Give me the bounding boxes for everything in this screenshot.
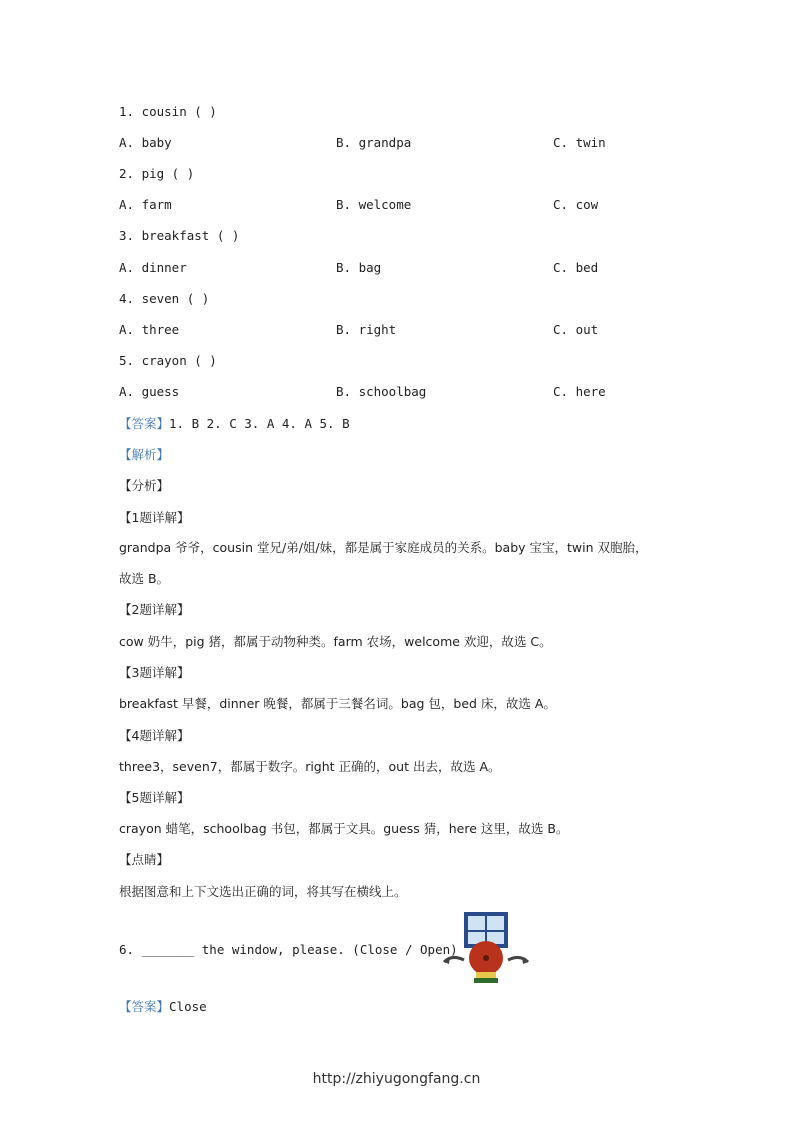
question-1-option-c: C. twin [553,135,606,150]
head-center [483,955,489,961]
detail-2-heading: 【2题详解】 [119,602,190,617]
footer-url: http://zhiyugongfang.cn [312,1071,481,1087]
question-4-option-a: A. three [119,322,180,337]
question-3-stem: 3. breakfast ( ) [119,228,240,243]
detail-4-body: three3，seven7，都属于数字。right 正确的，out 出去，故选 A。 [119,759,501,774]
detail-1-body-cont: 故选 B。 [119,571,170,586]
question-5-option-c: C. here [553,384,606,399]
question-4-option-c: C. out [553,322,599,337]
answer-line [119,415,350,433]
question-5-stem: 5. crayon ( ) [119,353,217,368]
question-3-option-c: C. bed [553,260,599,275]
detail-1-heading: 【1题详解】 [119,510,190,525]
window-illustration [438,910,534,988]
fenxi-heading: 【分析】 [119,478,170,493]
question-1-option-a: A. baby [119,135,172,150]
question-4-option-b: B. right [336,322,397,337]
detail-1-body: grandpa 爷爷，cousin 堂兄/弟/姐/妹，都是属于家庭成员的关系。baby 宝宝，twin 双胞胎， [119,540,648,555]
question-1-stem: 1. cousin ( ) [119,104,217,119]
window-pane-tl [468,916,485,930]
detail-4-heading: 【4题详解】 [119,728,190,743]
detail-5-body: crayon 蜡笔，schoolbag 书包，都属于文具。guess 猜，here 这里，故选 B。 [119,821,569,836]
detail-2-body: cow 奶牛，pig 猪，都属于动物种类。farm 农场，welcome 欢迎，故选 C。 [119,634,552,649]
dianjing-heading: 【点睛】 [119,852,170,867]
answer-2-text: Close [169,999,207,1014]
instruction-text: 根据图意和上下文选出正确的词，将其写在横线上。 [119,884,407,899]
window-pane-tr [487,916,504,930]
answer-tag: 【答案】 [119,416,170,431]
question-2-option-c: C. cow [553,197,599,212]
question-5-option-a: A. guess [119,384,180,399]
answer-2-tag: 【答案】 [119,999,170,1014]
answer-2-line [119,998,207,1016]
jiexi-heading: 【解析】 [119,447,170,462]
question-6: 6. _______ the window, please. (Close / Open) [119,942,458,957]
detail-5-heading: 【5题详解】 [119,790,190,805]
question-2-option-a: A. farm [119,197,172,212]
question-2-option-b: B. welcome [336,197,412,212]
detail-3-heading: 【3题详解】 [119,665,190,680]
question-3-option-b: B. bag [336,260,382,275]
question-4-stem: 4. seven ( ) [119,291,210,306]
person-collar [474,978,498,983]
question-3-option-a: A. dinner [119,260,187,275]
answer-text: 1. B 2. C 3. A 4. A 5. B [169,416,350,431]
detail-3-body: breakfast 早餐，dinner 晚餐，都属于三餐名词。bag 包，bed 床，故选 A。 [119,696,556,711]
question-2-stem: 2. pig ( ) [119,166,195,181]
question-1-option-b: B. grandpa [336,135,412,150]
question-5-option-b: B. schoolbag [336,384,427,399]
